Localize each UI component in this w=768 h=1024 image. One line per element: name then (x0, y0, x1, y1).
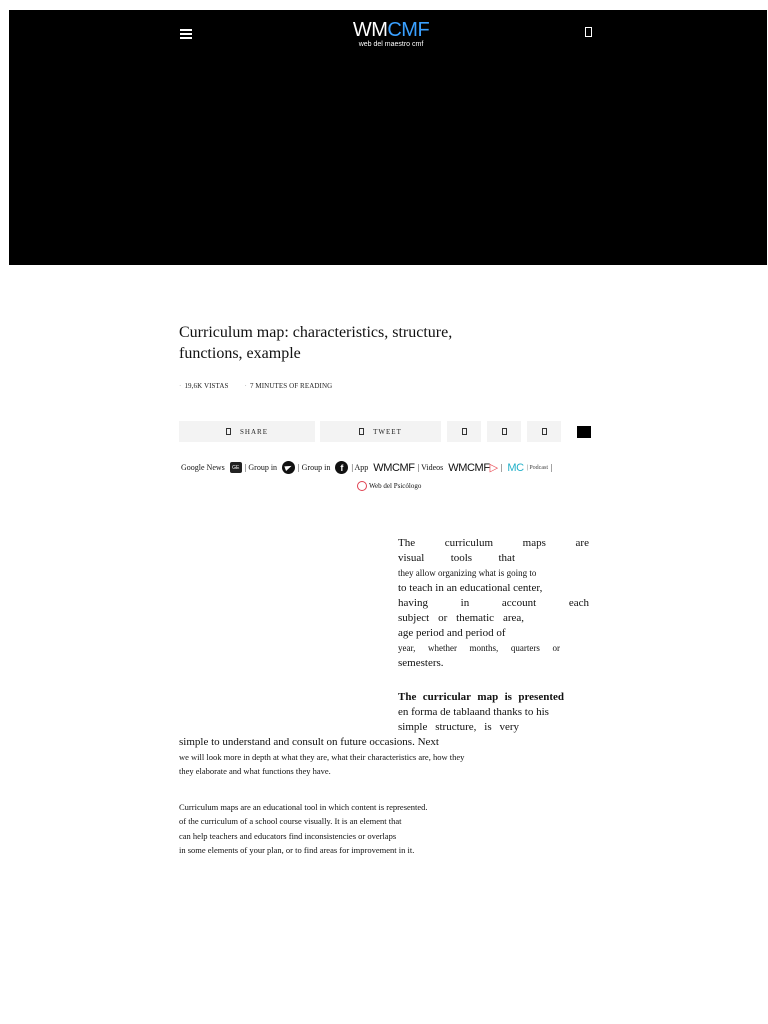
google-news-group-link[interactable]: GE | Group in (230, 462, 277, 473)
whatsapp-icon (502, 428, 507, 435)
text-line: The curricular map is presented (398, 691, 564, 703)
text-line: simple structure, is very (398, 721, 519, 733)
facebook-icon: f (335, 461, 348, 474)
text-line: they allow organizing what is going to (398, 568, 537, 578)
text-line: simple to understand and consult on future occasions. Next (179, 736, 439, 748)
text-line: we will look more in depth at what they are, what their characteristics are, how they (179, 752, 465, 762)
text-line: of the curriculum of a school course visually. It is an element that (179, 816, 402, 827)
pinterest-icon (462, 428, 467, 435)
article-meta (179, 382, 332, 390)
google-news-link[interactable]: Google News (181, 463, 225, 472)
mc-podcast-logo: MC (507, 461, 524, 474)
psicologo-link[interactable]: Web del Psicólogo (357, 481, 421, 491)
text-line: semesters. (398, 657, 444, 669)
text-line: Curriculum maps are an educational tool in which content is represented. (179, 802, 428, 812)
telegram-icon (282, 461, 295, 474)
second-paragraph-tail (179, 735, 499, 778)
psicologo-icon (357, 481, 367, 491)
site-logo[interactable] (346, 19, 436, 49)
logo-subtitle: web del maestro cmf (358, 41, 424, 48)
intro-paragraph (398, 536, 589, 671)
whatsapp-button[interactable] (487, 421, 521, 442)
eye-icon: · (179, 382, 182, 390)
wmcmf-videos-link[interactable]: WMCMF | Videos (373, 461, 444, 474)
podcast-link[interactable]: MC | Podcast | (507, 461, 553, 474)
share-button[interactable]: SHARE (179, 421, 315, 442)
twitter-icon (359, 428, 364, 435)
facebook-app-link[interactable]: f | App (335, 461, 368, 474)
logo-mark: WMCMF (352, 19, 430, 41)
reading-time: · 7 MINUTES OF READING (244, 382, 333, 390)
social-links (181, 461, 553, 474)
text-line: en forma de tabla and thanks to his (398, 706, 549, 718)
pinterest-button[interactable] (447, 421, 481, 442)
third-paragraph (179, 800, 479, 857)
text-line: year, whether months, quarters or (398, 643, 560, 653)
text-line: subject or thematic area, (398, 612, 524, 624)
text-line: they elaborate and what functions they have. (179, 766, 331, 776)
search-icon[interactable] (584, 26, 592, 38)
views-count: · 19,6K VISTAS (179, 382, 229, 390)
article-title: Curriculum map: characteristics, structure, functions, example (179, 324, 453, 362)
text-line: The curriculum maps are (398, 537, 589, 549)
email-icon (542, 428, 547, 435)
more-share-button[interactable] (566, 421, 601, 442)
wmcmf-play-logo: WMCMF▷ (448, 462, 498, 474)
text-line: having in account each (398, 597, 589, 609)
second-paragraph (398, 690, 564, 735)
tweet-button[interactable]: TWEET (320, 421, 441, 442)
text-line: age period and period of (398, 627, 506, 639)
wmcmf-logo: WMCMF (373, 461, 415, 474)
email-button[interactable] (527, 421, 561, 442)
share-bar (179, 421, 601, 442)
hamburger-icon[interactable] (180, 29, 192, 39)
google-news-icon: GE (230, 462, 242, 473)
telegram-group-link[interactable]: | Group in (282, 461, 330, 474)
wmcmf-play-link[interactable]: WMCMF▷ | (448, 462, 503, 474)
facebook-icon (226, 428, 231, 435)
text-line: to teach in an educational center, (398, 582, 543, 594)
text-line: in some elements of your plan, or to find areas for improvement in it. (179, 844, 415, 855)
text-line: can help teachers and educators find inconsistencies or overlaps (179, 830, 397, 841)
text-line: visual tools that (398, 552, 515, 564)
more-icon (577, 426, 591, 438)
hero-video-area (9, 10, 767, 265)
clock-icon: · (244, 382, 247, 390)
